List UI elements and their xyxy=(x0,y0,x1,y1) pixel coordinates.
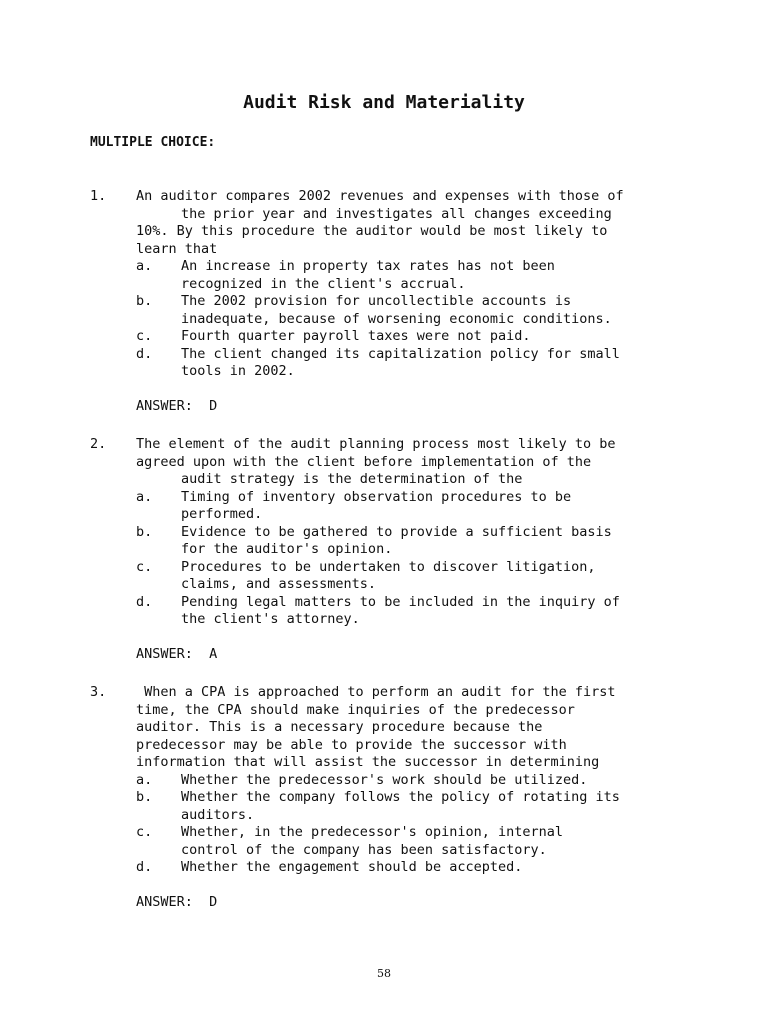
option-a xyxy=(90,258,730,276)
question-stem-line: predecessor may be able to provide the successor with xyxy=(136,736,567,753)
option-text: The 2002 provision for uncollectible accounts is xyxy=(181,293,572,309)
option-label: a. xyxy=(136,488,153,505)
option-label: b. xyxy=(136,293,153,309)
option-text: for the auditor's opinion. xyxy=(181,541,393,557)
question-stem-line: agreed upon with the client before implementation of the xyxy=(136,453,592,470)
option-text: Fourth quarter payroll taxes were not paid. xyxy=(181,328,531,344)
question-stem-line: information that will assist the successor in determining xyxy=(136,754,600,770)
option-text: auditors. xyxy=(181,806,255,823)
answer-line: ANSWER: D xyxy=(136,397,218,414)
question-stem-line: The element of the audit planning process most likely to be xyxy=(136,436,616,452)
option-text: tools in 2002. xyxy=(181,363,295,379)
answer-line: ANSWER: D xyxy=(136,893,218,910)
question-stem-line: When a CPA is approached to perform an audit for the first xyxy=(136,684,616,700)
option-c xyxy=(90,824,730,842)
option-label: c. xyxy=(136,824,153,840)
question-stem-line: 10%. By this procedure the auditor would be most likely to xyxy=(136,223,608,239)
page-title: Audit Risk and Materiality xyxy=(243,92,525,113)
option-text: The client changed its capitalization policy for small xyxy=(181,345,620,362)
question-stem-line: time, the CPA should make inquiries of the predecessor xyxy=(136,701,575,718)
page-number: 58 xyxy=(377,967,391,980)
question-stem-line: the prior year and investigates all changes exceeding xyxy=(181,205,612,222)
option-label: d. xyxy=(136,593,153,610)
option-text: the client's attorney. xyxy=(181,611,360,627)
option-label: d. xyxy=(136,345,153,362)
question-number: 1. xyxy=(90,188,107,204)
option-text: An increase in property tax rates has not been xyxy=(181,258,555,274)
section-heading: MULTIPLE CHOICE: xyxy=(90,135,216,150)
option-a xyxy=(90,772,730,790)
option-text: Procedures to be undertaken to discover litigation, xyxy=(181,558,596,575)
option-label: d. xyxy=(136,859,153,875)
question-stem-line: auditor. This is a necessary procedure because the xyxy=(136,719,543,735)
option-text: Whether the company follows the policy of rotating its xyxy=(181,789,620,805)
option-label: a. xyxy=(136,258,153,274)
option-c xyxy=(90,328,730,346)
option-text: claims, and assessments. xyxy=(181,576,377,592)
option-label: b. xyxy=(136,789,153,805)
option-label: a. xyxy=(136,771,153,788)
option-a xyxy=(90,489,730,507)
option-b xyxy=(90,524,730,542)
option-text: Evidence to be gathered to provide a sufficient basis xyxy=(181,523,612,540)
question-2 xyxy=(90,436,730,663)
option-b xyxy=(90,293,730,311)
option-text: performed. xyxy=(181,506,263,522)
option-text: Whether the predecessor's work should be utilized. xyxy=(181,771,588,788)
option-d xyxy=(90,346,730,364)
option-d xyxy=(90,859,730,877)
option-text: control of the company has been satisfactory. xyxy=(181,841,547,858)
question-stem-line: An auditor compares 2002 revenues and expenses with those of xyxy=(136,188,624,204)
option-label: c. xyxy=(136,328,153,344)
option-c xyxy=(90,559,730,577)
option-label: c. xyxy=(136,558,153,575)
question-stem-line: audit strategy is the determination of the xyxy=(181,471,523,487)
question-3 xyxy=(90,684,730,911)
question-number: 3. xyxy=(90,684,107,700)
option-text: inadequate, because of worsening economic conditions. xyxy=(181,310,612,327)
option-b xyxy=(90,789,730,807)
option-text: Pending legal matters to be included in the inquiry of xyxy=(181,593,620,610)
option-text: Whether the engagement should be accepted. xyxy=(181,859,523,875)
option-text: Whether, in the predecessor's opinion, internal xyxy=(181,824,564,840)
question-1 xyxy=(90,188,730,415)
option-label: b. xyxy=(136,523,153,540)
option-d xyxy=(90,594,730,612)
question-number: 2. xyxy=(90,436,107,452)
answer-line: ANSWER: A xyxy=(136,645,218,662)
option-text: Timing of inventory observation procedures to be xyxy=(181,488,572,505)
option-text: recognized in the client's accrual. xyxy=(181,275,466,292)
question-stem-line: learn that xyxy=(136,240,218,257)
